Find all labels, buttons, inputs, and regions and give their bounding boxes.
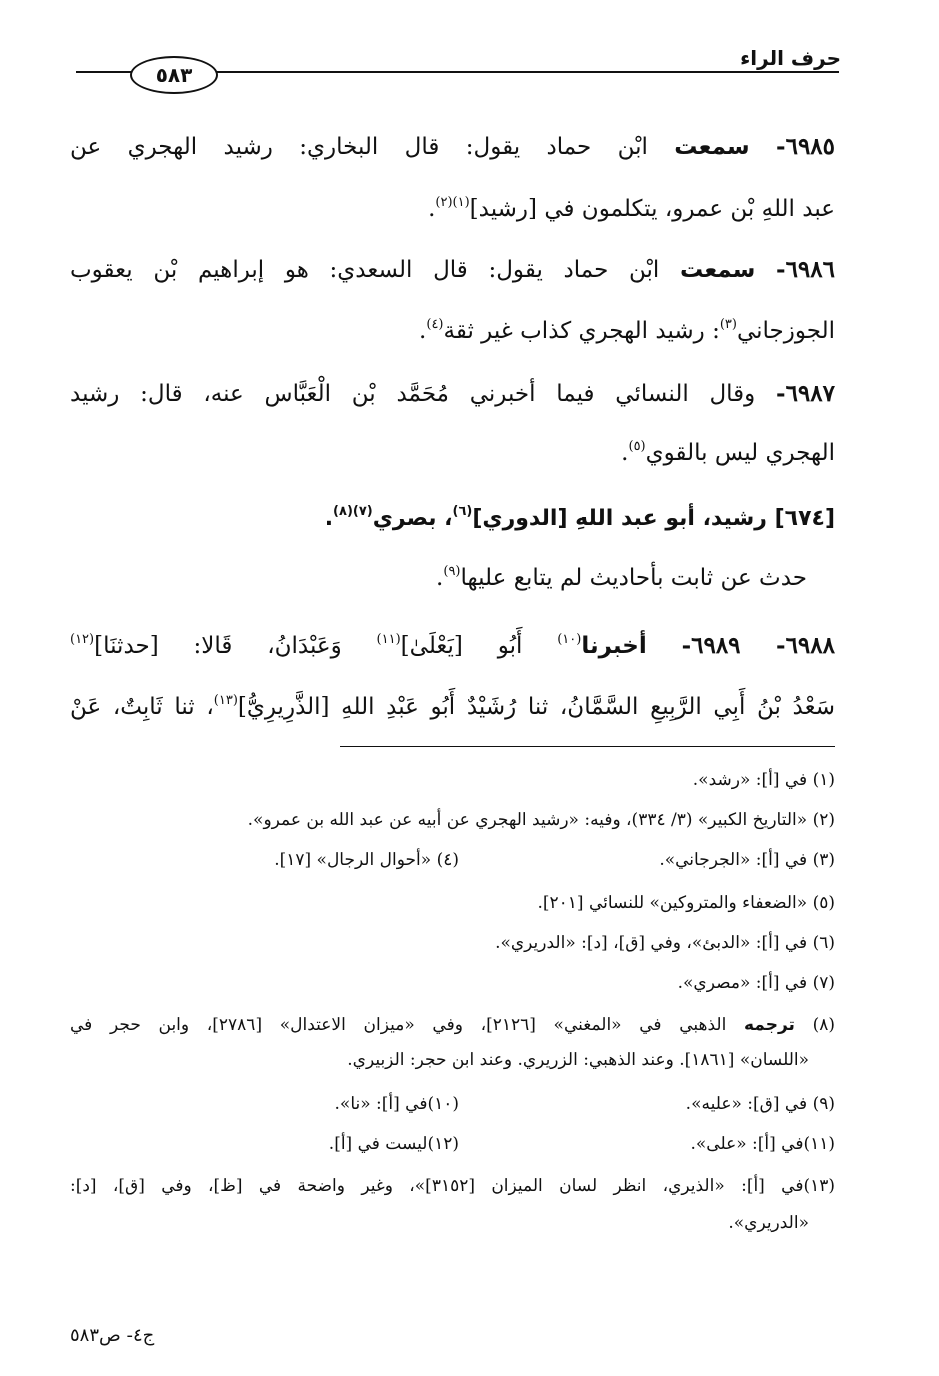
footnote-separator bbox=[340, 746, 835, 747]
entry-6988-line-1: ٦٩٨٨- ٦٩٨٩- أخبرنا$^{(١٠)}$ أَبُو [يَعْلَىٰ]$^{(١١)}$ وَعَبْدَانُ، قَالا: [حدثنَا]$^{(١٢)}$ bbox=[70, 632, 835, 659]
biography-heading: [٦٧٤] رشيد، أبو عبد اللهِ [الدوري]$^{(٦)}$، بصري$^{(٧)(٨)}$. bbox=[324, 504, 835, 531]
entry-6988-line-2: سَعْدُ بْنُ أَبِي الرَّبِيعِ السَّمَّانُ، ثنا رُشَيْدٌ أَبُو عَبْدِ اللهِ [الذَّرِيرِيُّ]$^{(١٣)}$، ثنا ثَابِتٌ، عَنْ bbox=[70, 693, 835, 720]
footnote-11: (١١)في [أ]: «على». bbox=[690, 1134, 835, 1154]
entry-6986-line-1: ٦٩٨٦- سمعت ابْن حماد يقول: قال السعدي: هو إبراهيم بْن يعقوب bbox=[70, 256, 835, 283]
footnote-13-line-2: «الدريري». bbox=[728, 1213, 809, 1233]
footnote-13-line-1: (١٣)في [أ]: «الذيري، انظر لسان الميزان [٣١٥٢]»، وغير واضحة في [ظ]، وفي [ق]، [د]: bbox=[70, 1176, 835, 1196]
footnote-8-line-1: (٨) ترجمه الذهبي في «المغني» [٢١٢٦]، وفي «ميزان الاعتدال» [٢٧٨٦]، وابن حجر في bbox=[70, 1015, 835, 1035]
footnote-9: (٩) في [ق]: «عليه». bbox=[685, 1094, 835, 1114]
entry-6987-line-1: ٦٩٨٧- وقال النسائي فيما أخبرني مُحَمَّد بْن الْعَبَّاس عنه، قال: رشيد bbox=[70, 380, 835, 407]
footnote-6: (٦) في [أ]: «الدبئ»، وفي [ق]، [د]: «الدريري». bbox=[495, 933, 835, 953]
chapter-title: حرف الراء bbox=[740, 46, 841, 70]
entry-6985-line-1: ٦٩٨٥- سمعت ابْن حماد يقول: قال البخاري: رشيد الهجري عن bbox=[70, 133, 836, 160]
footnote-3: (٣) في [أ]: «الجرجاني». bbox=[659, 850, 835, 870]
biography-intro: حدث عن ثابت بأحاديث لم يتابع عليها$^{(٩)}$. bbox=[436, 564, 807, 591]
page-number-badge: ٥٨٣ bbox=[130, 56, 218, 94]
footnote-7: (٧) في [أ]: «مصري». bbox=[677, 973, 835, 993]
footnote-8-line-2: «اللسان» [١٨٦١]. وعند الذهبي: الزريري. وعند ابن حجر: الزبيري. bbox=[347, 1050, 809, 1070]
footnote-12: (١٢)ليست في [أ]. bbox=[328, 1134, 459, 1154]
entry-6985-line-2: عبد اللهِ بْن عمرو، يتكلمون في [رشيد]$^{(١)(٢)}$. bbox=[428, 195, 835, 222]
footnote-2: (٢) «التاريخ الكبير» (٣/ ٣٣٤)، وفيه: «رشيد الهجري عن أبيه عن عبد الله بن عمرو». bbox=[247, 810, 835, 830]
footnote-4: (٤) «أحوال الرجال» [١٧]. bbox=[274, 850, 459, 870]
volume-page-reference: ج٤- ص٥٨٣ bbox=[70, 1325, 155, 1346]
entry-6986-line-2: الجوزجاني$^{(٣)}$: رشيد الهجري كذاب غير ثقة$^{(٤)}$. bbox=[419, 317, 835, 344]
footnote-1: (١) في [أ]: «رشد». bbox=[692, 770, 835, 790]
footnote-10: (١٠)في [أ]: «نا». bbox=[334, 1094, 459, 1114]
footnote-5: (٥) «الضعفاء والمتروكين» للنسائي [٢٠١]. bbox=[537, 893, 835, 913]
entry-6987-line-2: الهجري ليس بالقوي$^{(٥)}$. bbox=[621, 439, 835, 466]
